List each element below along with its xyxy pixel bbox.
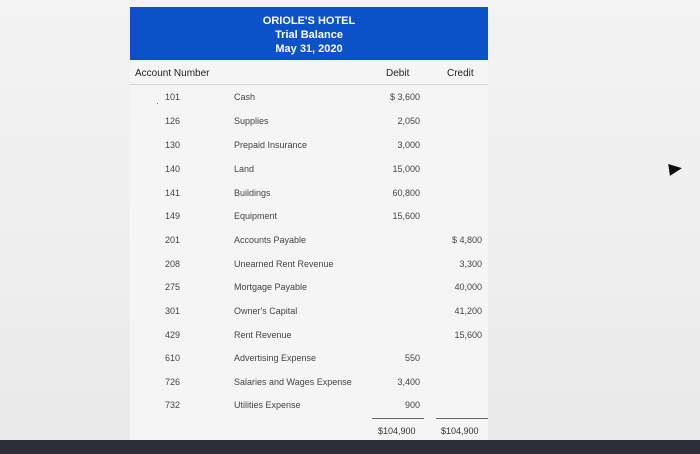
credit-amount: 15,600 <box>454 330 482 340</box>
debit-amount: 550 <box>404 353 420 363</box>
account-number: 201 <box>164 235 181 245</box>
account-name: Rent Revenue <box>234 330 292 340</box>
table-row <box>0 306 700 324</box>
account-name: Land <box>234 164 255 174</box>
debit-total-rule <box>372 418 424 419</box>
table-row <box>0 140 700 158</box>
report-header <box>130 7 488 60</box>
account-number: 610 <box>164 353 181 363</box>
debit-amount: 2,050 <box>397 116 420 126</box>
debit-amount: 60,800 <box>392 188 420 198</box>
table-row <box>0 211 700 229</box>
table-row <box>0 188 700 206</box>
credit-amount: $ 4,800 <box>451 235 482 245</box>
table-row <box>0 164 700 182</box>
account-number: 429 <box>164 330 181 340</box>
report-title: Trial Balance <box>275 29 343 41</box>
account-number: 275 <box>164 282 181 292</box>
account-name: Utilities Expense <box>234 400 301 410</box>
debit-amount: 15,000 <box>392 164 420 174</box>
table-row <box>0 400 700 418</box>
table-row <box>0 353 700 371</box>
account-name: Accounts Payable <box>234 235 307 245</box>
account-number: 149 <box>164 211 181 221</box>
company-name: ORIOLE'S HOTEL <box>262 15 356 27</box>
account-name: Owner's Capital <box>234 306 298 316</box>
debit-total: $104,900 <box>378 426 416 436</box>
bullet-mark: · <box>156 98 159 108</box>
debit-amount: 3,000 <box>397 140 420 150</box>
header-account-number: Account Number <box>135 68 210 79</box>
account-number: 301 <box>164 306 181 316</box>
table-row <box>0 235 700 253</box>
header-debit: Debit <box>386 68 410 79</box>
pointer-arrow-icon <box>668 162 683 176</box>
account-number: 130 <box>164 140 181 150</box>
debit-amount: 3,400 <box>397 377 420 387</box>
credit-amount: 41,200 <box>454 306 482 316</box>
account-number: 126 <box>164 116 181 126</box>
credit-total-rule <box>436 418 488 419</box>
account-number: 101 <box>164 92 181 102</box>
account-name: Cash <box>234 92 256 102</box>
credit-amount: 40,000 <box>454 282 482 292</box>
header-divider <box>130 84 488 85</box>
credit-amount: 3,300 <box>459 259 482 269</box>
account-name: Buildings <box>234 188 271 198</box>
account-number: 140 <box>164 164 181 174</box>
table-row <box>0 282 700 300</box>
account-name: Prepaid Insurance <box>234 140 308 150</box>
account-number: 726 <box>164 377 181 387</box>
table-row <box>0 92 700 110</box>
bottom-bezel <box>0 440 700 454</box>
account-name: Advertising Expense <box>234 353 317 363</box>
account-name: Supplies <box>234 116 269 126</box>
account-number: 208 <box>164 259 181 269</box>
debit-amount: $ 3,600 <box>389 92 420 102</box>
debit-amount: 900 <box>404 400 420 410</box>
account-number: 732 <box>164 400 181 410</box>
header-credit: Credit <box>447 68 474 79</box>
table-row <box>0 259 700 277</box>
account-name: Unearned Rent Revenue <box>234 259 334 269</box>
account-name: Mortgage Payable <box>234 282 308 292</box>
credit-total: $104,900 <box>441 426 479 436</box>
table-row <box>0 116 700 134</box>
account-number: 141 <box>164 188 181 198</box>
table-row <box>0 377 700 395</box>
report-date: May 31, 2020 <box>275 43 343 55</box>
table-row <box>0 330 700 348</box>
account-name: Equipment <box>234 211 278 221</box>
debit-amount: 15,600 <box>392 211 420 221</box>
account-name: Salaries and Wages Expense <box>234 377 352 387</box>
